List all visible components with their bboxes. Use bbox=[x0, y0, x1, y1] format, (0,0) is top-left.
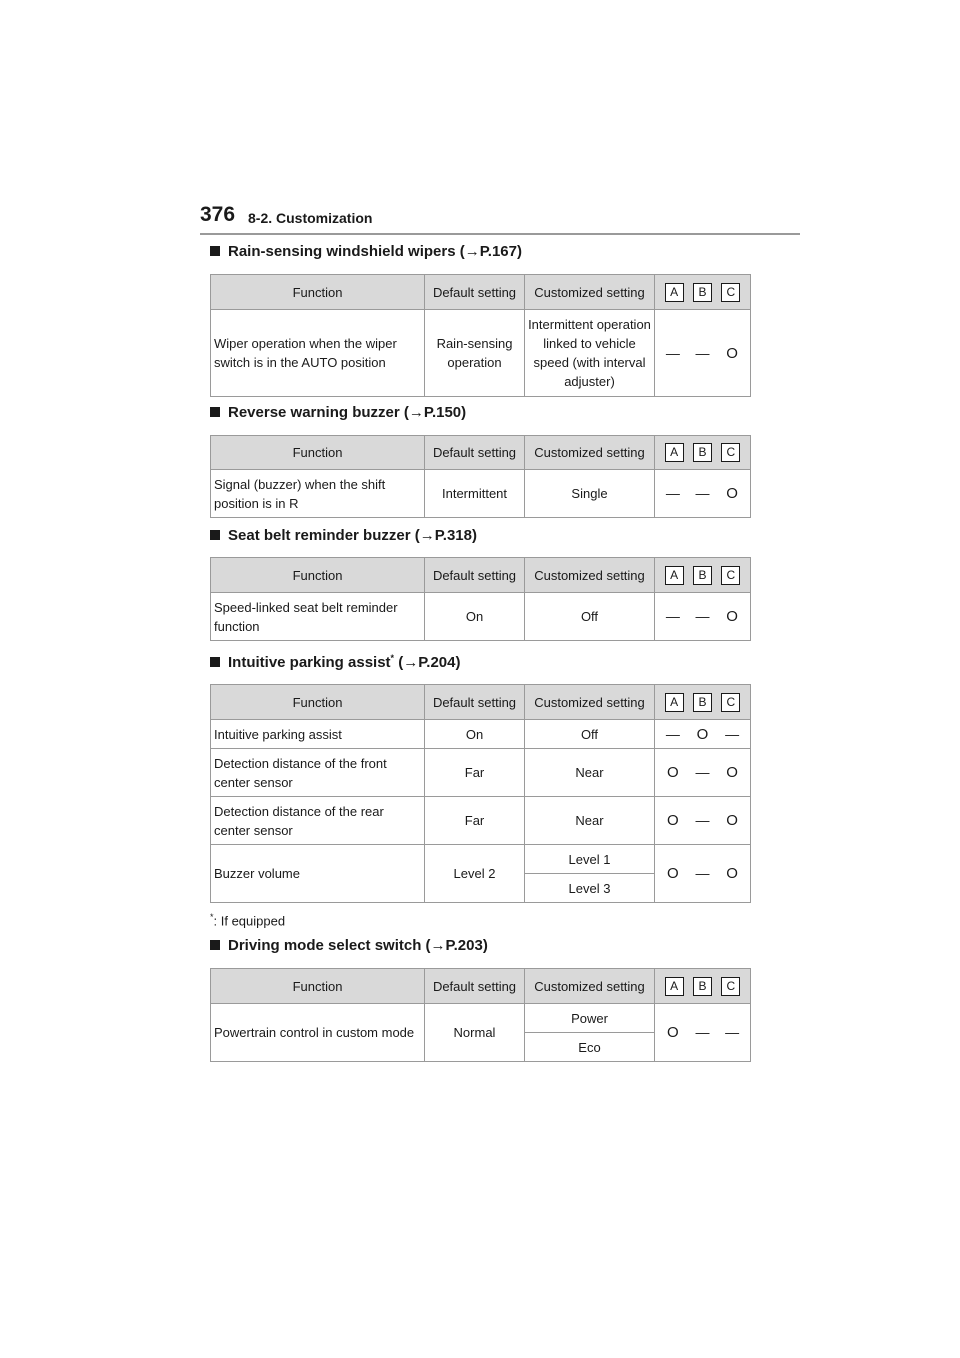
cell-default: Intermittent bbox=[425, 470, 525, 518]
table-row bbox=[211, 470, 751, 518]
header-function: Function bbox=[211, 685, 425, 720]
cell-marks bbox=[655, 845, 751, 903]
table-row bbox=[211, 1004, 751, 1033]
header-abc bbox=[655, 969, 751, 1004]
cell-marks bbox=[655, 797, 751, 845]
mark-a: — bbox=[665, 344, 680, 361]
header-abc bbox=[655, 436, 751, 470]
cell-default: Far bbox=[425, 797, 525, 845]
mark-c: O bbox=[726, 485, 738, 502]
square-bullet-icon bbox=[210, 657, 220, 667]
page-number: 376 bbox=[200, 203, 236, 226]
cell-function: Wiper operation when the wiper switch is in the AUTO position bbox=[211, 310, 425, 397]
table-wipers bbox=[210, 274, 751, 397]
cell-default: Far bbox=[425, 749, 525, 797]
table-parking-assist bbox=[210, 684, 751, 903]
label-b: B bbox=[693, 566, 712, 585]
cell-customized: Level 3 bbox=[525, 874, 655, 903]
cell-customized: Intermittent operation linked to vehicle speed (with interval adjuster) bbox=[525, 310, 655, 397]
mark-b: — bbox=[695, 865, 710, 881]
cell-marks bbox=[655, 470, 751, 518]
mark-a: O bbox=[666, 764, 679, 781]
header-abc bbox=[655, 558, 751, 593]
cell-default: On bbox=[425, 720, 525, 749]
section-heading-driving-mode bbox=[210, 937, 488, 954]
cell-customized: Off bbox=[525, 720, 655, 749]
cell-default: Rain-sensing operation bbox=[425, 310, 525, 397]
section-title: Seat belt reminder buzzer (→P.318) bbox=[228, 527, 477, 544]
table-row bbox=[211, 310, 751, 397]
label-c: C bbox=[721, 283, 740, 302]
header-function: Function bbox=[211, 275, 425, 310]
label-c: C bbox=[721, 443, 740, 462]
header-customized: Customized setting bbox=[525, 436, 655, 470]
mark-c: O bbox=[726, 764, 738, 781]
label-a: A bbox=[665, 566, 684, 585]
mark-b: — bbox=[695, 812, 710, 828]
header-customized: Customized setting bbox=[525, 275, 655, 310]
header-function: Function bbox=[211, 436, 425, 470]
cell-default: Level 2 bbox=[425, 845, 525, 903]
mark-b: — bbox=[695, 608, 710, 624]
page-header bbox=[200, 203, 800, 235]
header-customized: Customized setting bbox=[525, 969, 655, 1004]
mark-a: — bbox=[665, 485, 680, 501]
table-reverse-buzzer bbox=[210, 435, 751, 518]
label-b: B bbox=[693, 977, 712, 996]
header-default: Default setting bbox=[425, 969, 525, 1004]
square-bullet-icon bbox=[210, 530, 220, 540]
cell-marks bbox=[655, 1004, 751, 1062]
header-abc bbox=[655, 685, 751, 720]
cell-marks bbox=[655, 749, 751, 797]
square-bullet-icon bbox=[210, 246, 220, 256]
label-a: A bbox=[665, 693, 684, 712]
header-default: Default setting bbox=[425, 558, 525, 593]
header-function: Function bbox=[211, 558, 425, 593]
cell-default: Normal bbox=[425, 1004, 525, 1062]
cell-customized: Off bbox=[525, 593, 655, 641]
mark-a: O bbox=[666, 1024, 679, 1041]
label-a: A bbox=[665, 443, 684, 462]
cell-marks bbox=[655, 310, 751, 397]
section-heading-seat-belt bbox=[210, 527, 477, 544]
mark-b: — bbox=[695, 485, 710, 501]
cell-customized: Eco bbox=[525, 1033, 655, 1062]
table-header-row bbox=[211, 436, 751, 470]
table-header-row bbox=[211, 558, 751, 593]
mark-c: — bbox=[725, 725, 740, 742]
mark-c: O bbox=[726, 812, 738, 829]
mark-b: O bbox=[696, 725, 709, 743]
section-heading-parking-assist bbox=[210, 653, 461, 671]
cell-customized: Power bbox=[525, 1004, 655, 1033]
table-header-row bbox=[211, 685, 751, 720]
mark-b: — bbox=[695, 1024, 710, 1040]
header-customized: Customized setting bbox=[525, 558, 655, 593]
cell-function: Signal (buzzer) when the shift position is in R bbox=[211, 470, 425, 518]
footnote-mark: * bbox=[390, 653, 395, 663]
section-title: Intuitive parking assist bbox=[228, 654, 391, 671]
table-header-row bbox=[211, 275, 751, 310]
square-bullet-icon bbox=[210, 407, 220, 417]
chapter-title: 8-2. Customization bbox=[248, 210, 373, 226]
header-customized: Customized setting bbox=[525, 685, 655, 720]
table-seat-belt bbox=[210, 557, 751, 641]
label-b: B bbox=[693, 443, 712, 462]
section-title: Driving mode select switch (→P.203) bbox=[228, 937, 488, 954]
cell-function: Intuitive parking assist bbox=[211, 720, 425, 749]
table-row bbox=[211, 797, 751, 845]
mark-a: O bbox=[666, 865, 679, 882]
square-bullet-icon bbox=[210, 940, 220, 950]
cell-function: Speed-linked seat belt reminder function bbox=[211, 593, 425, 641]
table-header-row bbox=[211, 969, 751, 1004]
mark-c: O bbox=[726, 865, 738, 882]
section-heading-reverse-buzzer bbox=[210, 404, 466, 421]
header-default: Default setting bbox=[425, 275, 525, 310]
label-b: B bbox=[693, 693, 712, 712]
label-c: C bbox=[721, 566, 740, 585]
cell-function: Powertrain control in custom mode bbox=[211, 1004, 425, 1062]
cell-marks bbox=[655, 593, 751, 641]
label-c: C bbox=[721, 977, 740, 996]
section-heading-wipers bbox=[210, 243, 522, 260]
mark-c: O bbox=[726, 344, 738, 362]
section-title: Reverse warning buzzer (→P.150) bbox=[228, 404, 467, 421]
label-a: A bbox=[665, 283, 684, 302]
mark-c: — bbox=[725, 1024, 740, 1040]
header-function: Function bbox=[211, 969, 425, 1004]
cell-marks bbox=[655, 720, 751, 749]
label-a: A bbox=[665, 977, 684, 996]
header-default: Default setting bbox=[425, 685, 525, 720]
header-abc bbox=[655, 275, 751, 310]
mark-c: O bbox=[726, 608, 738, 625]
section-ref: (→P.204) bbox=[394, 654, 461, 671]
cell-customized: Near bbox=[525, 749, 655, 797]
table-row bbox=[211, 845, 751, 874]
table-row bbox=[211, 749, 751, 797]
footnote-text: : If equipped bbox=[213, 913, 286, 929]
mark-a: O bbox=[666, 812, 679, 829]
header-rule bbox=[200, 233, 800, 235]
mark-a: — bbox=[665, 608, 680, 624]
label-c: C bbox=[721, 693, 740, 712]
header-default: Default setting bbox=[425, 436, 525, 470]
table-row bbox=[211, 593, 751, 641]
footnote-mark: * bbox=[210, 912, 214, 922]
table-driving-mode bbox=[210, 968, 751, 1062]
mark-a: — bbox=[665, 725, 680, 742]
label-b: B bbox=[693, 283, 712, 302]
footnote bbox=[210, 912, 285, 928]
mark-b: — bbox=[695, 344, 710, 361]
cell-customized: Single bbox=[525, 470, 655, 518]
cell-function: Detection distance of the rear center sensor bbox=[211, 797, 425, 845]
cell-customized: Level 1 bbox=[525, 845, 655, 874]
section-title: Rain-sensing windshield wipers (→P.167) bbox=[228, 243, 522, 260]
cell-customized: Near bbox=[525, 797, 655, 845]
cell-default: On bbox=[425, 593, 525, 641]
table-row bbox=[211, 720, 751, 749]
mark-b: — bbox=[695, 764, 710, 780]
cell-function: Detection distance of the front center sensor bbox=[211, 749, 425, 797]
cell-function: Buzzer volume bbox=[211, 845, 425, 903]
